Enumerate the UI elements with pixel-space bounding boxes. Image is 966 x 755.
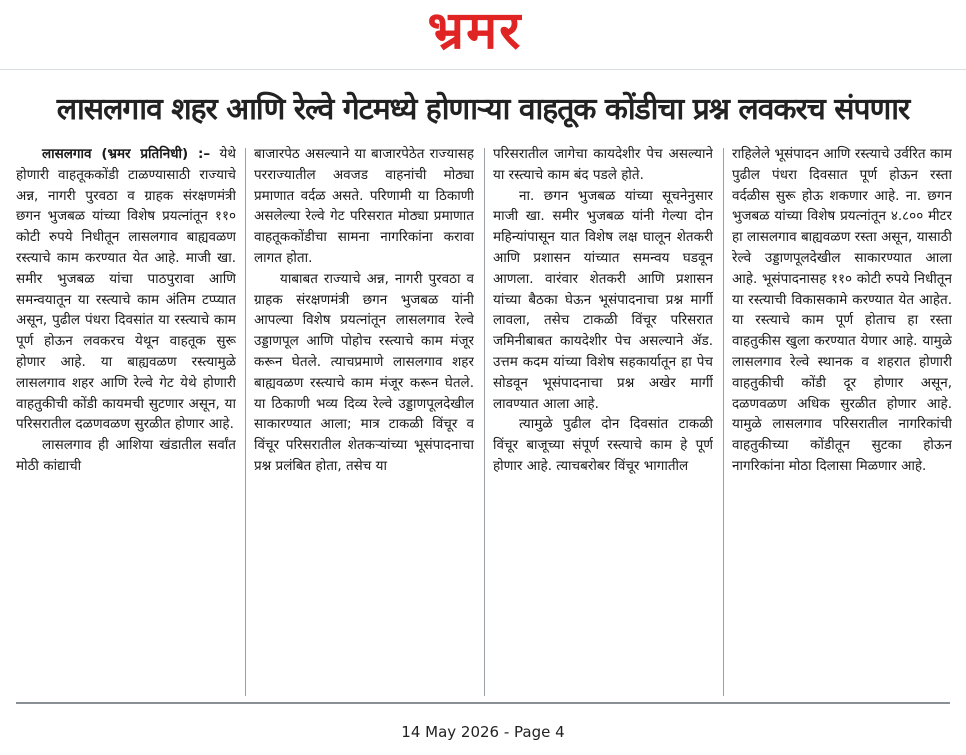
article-paragraph [16,144,236,435]
article-headline: लासलगाव शहर आणि रेल्वे गेटमध्ये होणाऱ्या वाहतूक कोंडीचा प्रश्न लवकरच संपणार [56,92,910,127]
newspaper-logo: भ्रमर [427,1,523,61]
article-paragraph: त्यामुळे पुढील दोन दिवसांत टाकळी विंचूर बाजूच्या संपूर्ण रस्त्याचे काम हे पूर्ण होणार आहे. त्याचबरोबर विंचूर भागातील [493,416,713,474]
article-paragraph: राहिलेले भूसंपादन आणि रस्त्याचे उर्वरित काम पुढील पंधरा दिवसात पूर्ण होऊन रस्ता वर्दळीस सुरू होऊ शकणार आहे. ना. छगन भुजबळ यांच्या विशेष प्रयत्नांतून ४.८०० मीटर हा लासलगाव बाह्यवळण रस्ता असून, यासाठी रेल्वे उड्डाणपूलदेखील साकारण्यात आला आहे. भूसंपादनासह ११० कोटी रुपये निधीतून या रस्त्याची विकासकामे करण्यात येत आहेत. या रस्त्याचे काम पूर्ण होताच हा रस्ता वाहतुकीस खुला करण्यात येणार आहे. यामुळे लासलगाव रेल्वे स्थानक व शहरात होणारी वाहतुकीची कोंडी दूर होणार असून, दळणवळण अधिक सुरळीत होणार आहे. यामुळे लासलगाव परिसरातील नागरिकांची वाहतुकीच्या कोंडीतून सुटका होऊन नागरिकांना मोठा दिलासा मिळणार आहे. [732,146,952,474]
article-column-4 [732,144,952,700]
article-body [16,144,950,700]
article-column-3 [493,144,713,700]
masthead [0,0,966,68]
column-divider [245,148,246,696]
article-column-2 [254,144,474,700]
column-divider [723,148,724,696]
article-bottom-rule [16,702,950,704]
article-column-1 [16,144,236,700]
article-byline: लासलगाव (भ्रमर प्रतिनिधी) :– [42,146,211,162]
article-paragraph: बाजारपेठ असल्याने या बाजारपेठेत राज्यासह परराज्यातील अवजड वाहनांची मोठ्या प्रमाणात वर्दळ असते. परिणामी या ठिकाणी असलेल्या रेल्वे गेट परिसरात मोठ्या प्रमाणात वाहतूककोंडीचा सामना नागरिकांना करावा लागत होता. [254,146,474,266]
article-paragraph: लासलगाव ही आशिया खंडातील सर्वांत मोठी कांद्याची [16,437,236,474]
paragraph-text: येथे होणारी वाहतूककोंडी टाळण्यासाठी राज्याचे अन्न, नागरी पुरवठा व ग्राहक संरक्षणमंत्री छगन भुजबळ यांच्या विशेष प्रयत्नांतून ११० कोटी रुपये निधीतून लासलगाव बाह्यवळण रस्त्याचे काम करण्यात येत आहे. माजी खा. समीर भुजबळ यांचा पाठपुरावा आणि समन्वयातून या रस्त्याचे काम अंतिम टप्प्यात असून, पुढील पंधरा दिवसांत या रस्त्याचे काम पूर्ण होऊन लवकरच येथून वाहतूक सुरू होणार आहे. या बाह्यवळण रस्त्यामुळे लासलगाव शहर आणि रेल्वे गेट येथे होणारी वाहतुकीची कोंडी कायमची सुटणार असून, या परिसरातील दळणवळण सुरळीत होणार आहे. [16,146,236,433]
article-paragraph: परिसरातील जागेचा कायदेशीर पेच असल्याने या रस्त्याचे काम बंद पडले होते. [493,146,713,183]
article-paragraph: ना. छगन भुजबळ यांच्या सूचनेनुसार माजी खा. समीर भुजबळ यांनी गेल्या दोन महिन्यांपासून यात विशेष लक्ष घालून शेतकरी आणि प्रशासन यांच्यात समन्वय घडवून आणला. वारंवार शेतकरी आणि प्रशासन यांच्या बैठका घेऊन भूसंपादनाचा प्रश्न मार्गी लावला, तसेच टाकळी विंचूर परिसरात जमिनीबाबत कायदेशीर पेच असल्याने ॲड. उत्तम कदम यांच्या विशेष सहकार्यातून हा पेच सोडवून भूसंपादनाचा प्रश्न अखेर मार्गी लावण्यात आला आहे. [493,187,713,412]
article-paragraph: याबाबत राज्याचे अन्न, नागरी पुरवठा व ग्राहक संरक्षणमंत्री छगन भुजबळ यांनी आपल्या विशेष प्रयत्नांतून लासलगाव रेल्वे उड्डाणपूल आणि पोहोच रस्त्याचे काम मंजूर करून घेतले. त्याचप्रमाणे लासलगाव शहर बाह्यवळण रस्त्याचे काम मंजूर करून घेतले. या ठिकाणी भव्य दिव्य रेल्वे उड्डाणपूलदेखील साकारण्यात आला; मात्र टाकळी विंचूर व विंचूर परिसरातील शेतकऱ्यांच्या भूसंपादनाचा प्रश्न प्रलंबित होता, तसेच या [254,270,474,474]
masthead-divider [0,69,966,70]
page-footer: 14 May 2026 - Page 4 [401,723,565,741]
column-divider [484,148,485,696]
